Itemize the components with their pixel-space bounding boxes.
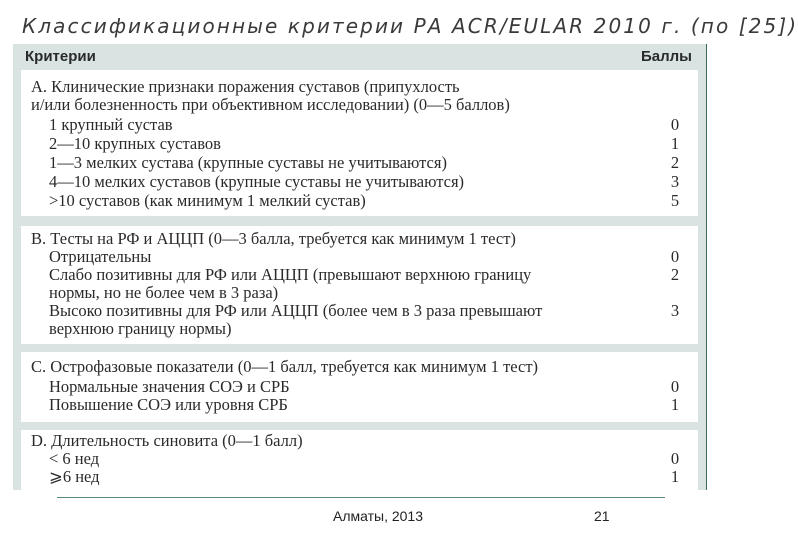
section-c-item-1: Нормальные значения СОЭ и СРБ (49, 377, 290, 396)
section-d-heading: D. Длительность синовита (0—1 балл) (31, 431, 303, 450)
section-a-item-2: 2—10 крупных суставов (49, 134, 221, 153)
section-d-score-1: 0 (670, 449, 680, 468)
section-a-heading-line-1: А. Клинические признаки поражения суставов (припухлость (31, 77, 460, 96)
slide-title: Классификационные критерии РА ACR/EULAR 2010 г. (по [25]) (22, 14, 798, 38)
section-a-score-4: 3 (670, 172, 680, 191)
section-b-item-1: Отрицательны (49, 247, 152, 266)
section-b-heading: В. Тесты на РФ и АЦЦП (0—3 балла, требуется как минимум 1 тест) (31, 229, 516, 248)
header-points: Баллы (641, 48, 692, 65)
section-d-item-2: ⩾6 нед (49, 467, 100, 486)
section-a (21, 70, 698, 216)
section-b-score-1: 0 (670, 247, 680, 266)
section-d-score-2: 1 (670, 467, 680, 486)
section-b-item-3-line-1: Высоко позитивны для РФ или АЦЦП (более чем в 3 раза превышают (49, 301, 543, 320)
section-b-score-2: 2 (670, 265, 680, 284)
section-a-item-1: 1 крупный сустав (49, 115, 173, 134)
section-b-item-3-line-2: верхнюю границу нормы) (49, 319, 232, 338)
section-c-heading: С. Острофазовые показатели (0—1 балл, требуется как минимум 1 тест) (31, 357, 539, 376)
footer-page-number: 21 (594, 508, 610, 524)
table-header (13, 44, 706, 70)
section-c-item-2: Повышение СОЭ или уровня СРБ (49, 395, 288, 414)
section-c-score-2: 1 (670, 395, 680, 414)
section-c-score-1: 0 (670, 377, 680, 396)
section-a-heading-line-2: и/или болезненность при объективном исследовании) (0—5 баллов) (31, 95, 510, 114)
section-a-score-3: 2 (670, 153, 680, 172)
right-border-line (706, 44, 707, 490)
header-criteria: Критерии (25, 48, 96, 65)
section-a-score-2: 1 (670, 134, 680, 153)
section-b (21, 226, 698, 344)
section-b-item-2-line-2: нормы, но не более чем в 3 раза) (49, 283, 279, 302)
section-a-item-3: 1—3 мелких сустава (крупные суставы не учитываются) (49, 153, 447, 172)
section-a-score-1: 0 (670, 115, 680, 134)
footer-divider (57, 497, 665, 498)
section-c (21, 352, 698, 422)
section-a-item-4: 4—10 мелких суставов (крупные суставы не учитываются) (49, 172, 465, 191)
section-a-item-5: >10 суставов (как минимум 1 мелкий сустав) (49, 191, 366, 210)
footer-place-year: Алматы, 2013 (333, 508, 424, 524)
section-b-score-3: 3 (670, 301, 680, 320)
section-d (21, 430, 698, 490)
section-d-item-1: < 6 нед (49, 449, 100, 468)
criteria-table (13, 44, 706, 490)
section-a-score-5: 5 (670, 191, 680, 210)
section-b-item-2-line-1: Слабо позитивны для РФ или АЦЦП (превышают верхнюю границу (49, 265, 532, 284)
